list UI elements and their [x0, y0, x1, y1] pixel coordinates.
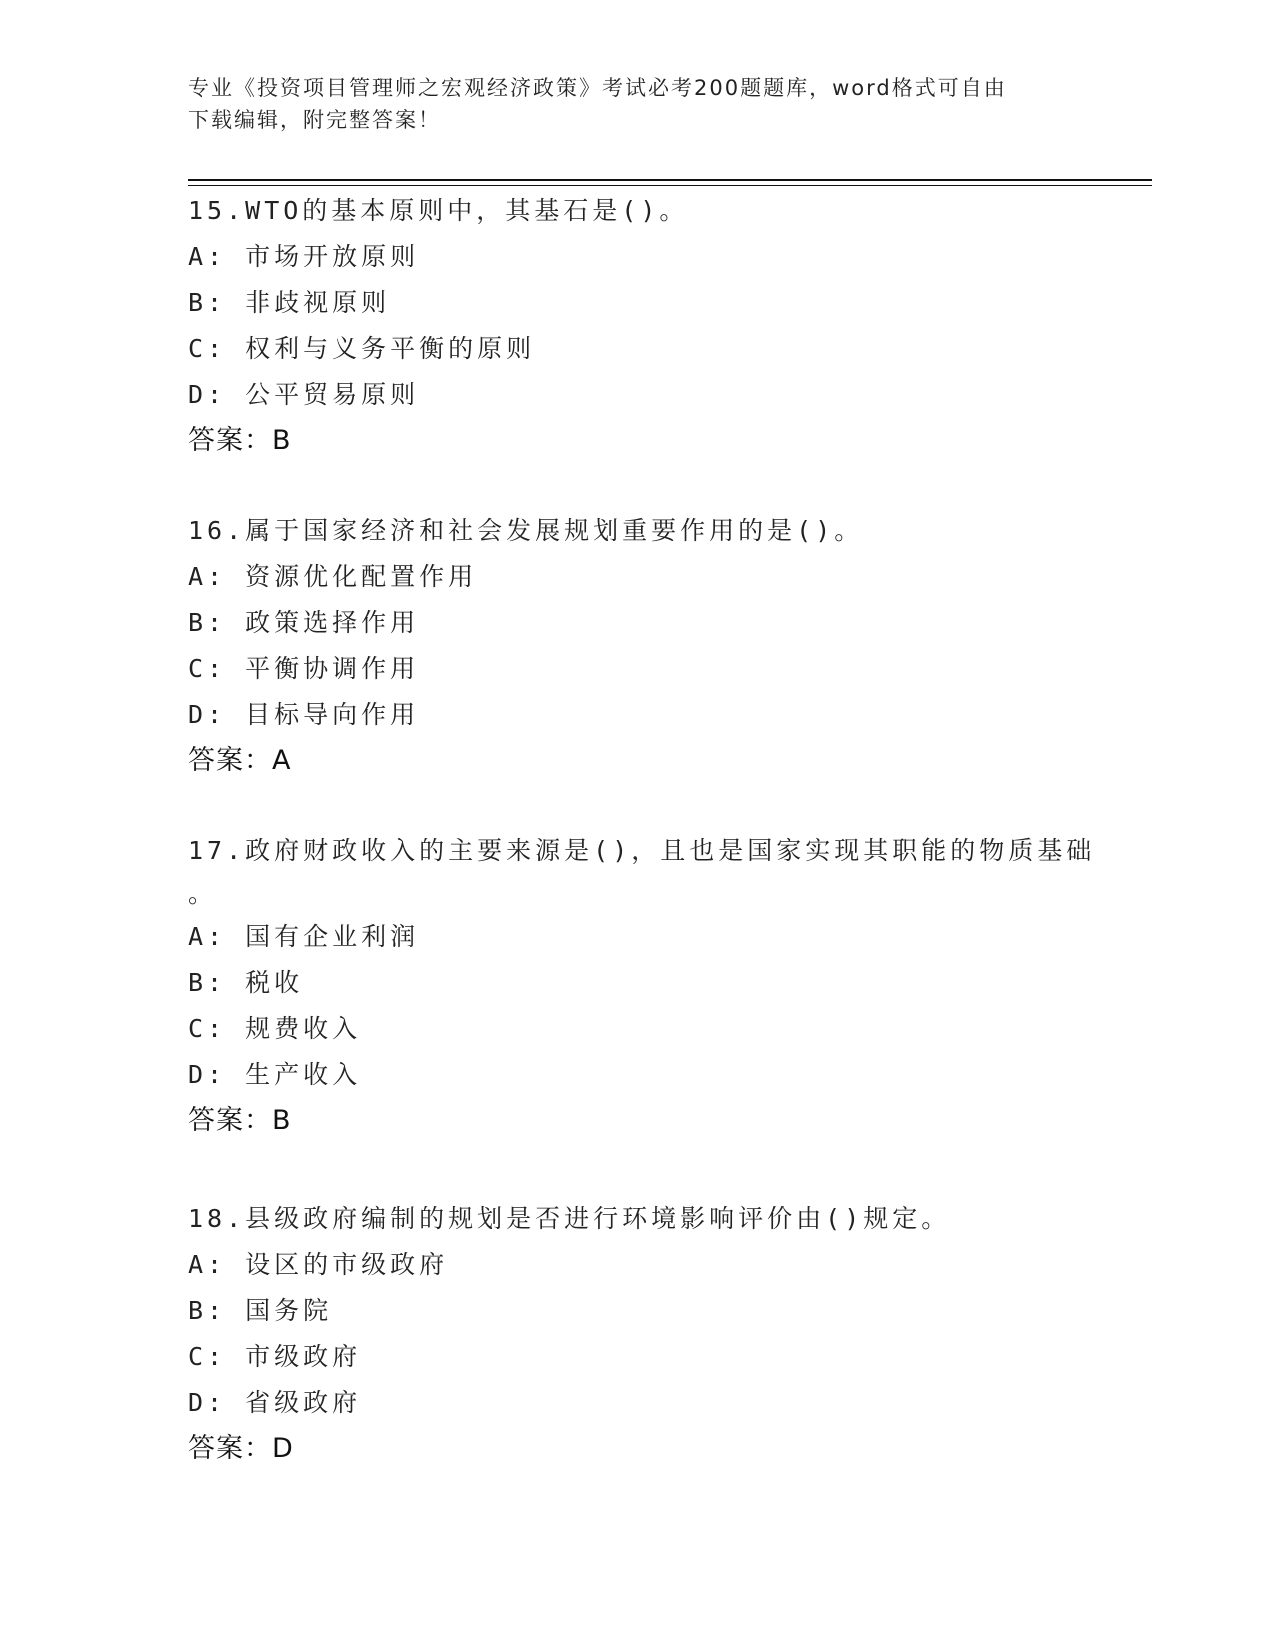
option-c: C: 权利与义务平衡的原则: [188, 334, 536, 363]
option-d: D: 生产收入: [188, 1060, 362, 1089]
option-b: B: 非歧视原则: [188, 288, 391, 317]
option-d: D: 省级政府: [188, 1388, 362, 1417]
document-header: [188, 72, 1088, 136]
option-a: A: 设区的市级政府: [188, 1250, 449, 1279]
option-a: A: 市场开放原则: [188, 242, 420, 271]
option-c: C: 规费收入: [188, 1014, 362, 1043]
option-d: D: 公平贸易原则: [188, 380, 420, 409]
header-divider-thin: [188, 185, 1152, 186]
answer-line: 答案：B: [188, 425, 292, 456]
option-a: A: 国有企业利润: [188, 922, 420, 951]
question-block: [188, 828, 1148, 1144]
question-stem: 16.属于国家经济和社会发展规划重要作用的是()。: [188, 516, 864, 545]
option-d: D: 目标导向作用: [188, 700, 420, 729]
question-block: [188, 188, 1148, 464]
question-block: [188, 508, 1148, 784]
answer-line: 答案：B: [188, 1105, 292, 1136]
question-stem-continuation: 。: [188, 879, 214, 908]
option-c: C: 市级政府: [188, 1342, 362, 1371]
header-line-1: 专业《投资项目管理师之宏观经济政策》考试必考200题题库，word格式可自由: [188, 76, 1007, 100]
option-a: A: 资源优化配置作用: [188, 562, 478, 591]
option-c: C: 平衡协调作用: [188, 654, 420, 683]
question-stem: 17.政府财政收入的主要来源是()，且也是国家实现其职能的物质基础: [188, 836, 1096, 865]
answer-line: 答案：D: [188, 1433, 294, 1464]
question-stem: 18.县级政府编制的规划是否进行环境影响评价由()规定。: [188, 1204, 951, 1233]
question-block: [188, 1196, 1148, 1472]
option-b: B: 税收: [188, 968, 304, 997]
header-divider-thick: [188, 179, 1152, 181]
question-stem: 15.WTO的基本原则中，其基石是()。: [188, 196, 689, 225]
option-b: B: 政策选择作用: [188, 608, 420, 637]
answer-line: 答案：A: [188, 745, 292, 776]
option-b: B: 国务院: [188, 1296, 333, 1325]
header-line-2: 下载编辑，附完整答案！: [188, 108, 441, 132]
